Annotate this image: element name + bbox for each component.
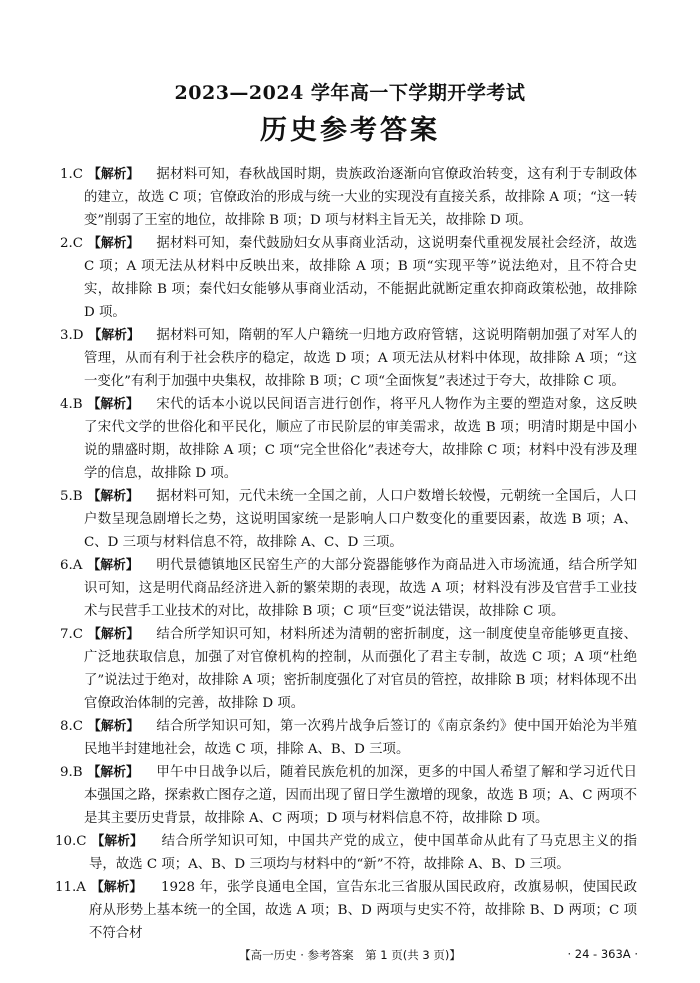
answer-letter: A xyxy=(76,880,86,895)
analysis-tag: 【解析】 xyxy=(91,834,143,849)
analysis-tag: 【解析】 xyxy=(88,167,140,182)
question-index: 5. xyxy=(60,489,73,504)
answer-item xyxy=(62,554,637,623)
question-index: 4. xyxy=(60,397,73,412)
answer-item xyxy=(62,163,637,232)
question-number xyxy=(60,232,139,255)
question-number xyxy=(60,393,139,416)
page-footer xyxy=(0,947,700,965)
question-number xyxy=(60,623,139,646)
analysis-tag: 【解析】 xyxy=(88,719,140,734)
question-index: 3. xyxy=(60,328,73,343)
answer-list xyxy=(55,163,637,945)
question-index: 2. xyxy=(60,236,73,251)
answer-item xyxy=(62,232,637,324)
question-index: 11. xyxy=(55,880,77,895)
answer-item xyxy=(62,485,637,554)
analysis-text: 甲午中日战争以后，随着民族危机的加深，更多的中国人希望了解和学习近代日本强国之路，探索救亡图存之道，因而出现了留日学生激增的现象，故选 B 项；A、C 两项不是其主要历史背景，故排除 A、C 两项；D 项与材料信息不符，故排除 D 项。 xyxy=(84,765,637,826)
question-number xyxy=(55,830,143,853)
footer-paper-code: · 24 - 363A · xyxy=(567,947,638,961)
question-number xyxy=(60,485,139,508)
question-index: 1. xyxy=(60,167,73,182)
analysis-tag: 【解析】 xyxy=(87,765,139,780)
analysis-tag: 【解析】 xyxy=(87,489,139,504)
answer-item xyxy=(62,715,637,761)
answer-letter: A xyxy=(72,558,83,573)
analysis-tag: 【解析】 xyxy=(88,236,140,251)
analysis-text: 明代景德镇地区民窑生产的大部分瓷器能够作为商品进入市场流通，结合所学知识可知，这是明代商品经济进入新的繁荣期的表现，故选 A 项；材料没有涉及官营手工业技术与民营手工业技术的对比，故排除 B 项；C 项“巨变”说法错误，故排除 C 项。 xyxy=(84,558,637,619)
question-number xyxy=(60,715,139,738)
analysis-tag: 【解析】 xyxy=(88,627,140,642)
analysis-tag: 【解析】 xyxy=(87,397,139,412)
answer-letter: C xyxy=(72,167,84,182)
answer-item xyxy=(62,324,637,393)
question-index: 9. xyxy=(60,765,73,780)
question-number xyxy=(60,554,139,577)
answer-item xyxy=(55,830,637,876)
analysis-text: 结合所学知识可知，材料所述为清朝的密折制度，这一制度使皇帝能够更直接、广泛地获取信息，加强了对官僚机构的控制，从而强化了君主专制，故选 C 项；A 项“杜绝了”说法过于绝对，故排除 A 项；密折制度强化了对官员的管控，故排除 B 项；材料体现不出官僚政治体制的完善，故排除 D 项。 xyxy=(84,627,637,711)
answer-item xyxy=(62,393,637,485)
analysis-tag: 【解析】 xyxy=(90,880,143,895)
answer-letter: C xyxy=(72,719,84,734)
answer-letter: C xyxy=(72,236,84,251)
analysis-text: 据材料可知，春秋战国时期，贵族政治逐渐向官僚政治转变，这有利于专制政体的建立，故选 C 项；官僚政治的形成与统一大业的实现没有直接关系，故排除 A 项；“这一转变”削弱了王室的地位，故排除 B 项；D 项与材料主旨无关，故排除 D 项。 xyxy=(84,167,637,228)
analysis-text: 结合所学知识可知，中国共产党的成立，使中国革命从此有了马克思主义的指导，故选 C 项；A、B、D 三项均与材料中的“新”不符，故排除 A、B、D 三项。 xyxy=(89,834,637,872)
analysis-text: 据材料可知，秦代鼓励妇女从事商业活动，这说明秦代重视发展社会经济，故选 C 项；A 项无法从材料中反映出来，故排除 A 项；B 项“实现平等”说法绝对，且不符合史实，故排除 B 项；秦代妇女能够从事商业活动，不能据此就断定重农抑商政策松弛，故排除 D 项。 xyxy=(84,236,637,320)
analysis-text: 据材料可知，元代未统一全国之前，人口户数增长较慢，元朝统一全国后，人口户数呈现急剧增长之势，这说明国家统一是影响人口户数变化的重要因素，故选 B 项；A、C、D 三项与材料信息不符，故排除 A、C、D 三项。 xyxy=(84,489,637,550)
answer-letter: C xyxy=(72,627,84,642)
analysis-tag: 【解析】 xyxy=(87,558,139,573)
question-index: 7. xyxy=(60,627,73,642)
answer-item xyxy=(55,876,637,945)
answer-item xyxy=(62,623,637,715)
footer-page-info: 【高一历史 · 参考答案 第 1 页(共 3 页)】 xyxy=(239,948,461,962)
analysis-text: 结合所学知识可知，第一次鸦片战争后签订的《南京条约》使中国开始沦为半殖民地半封建地社会，故选 C 项，排除 A、B、D 三项。 xyxy=(84,719,637,757)
analysis-text: 宋代的话本小说以民间语言进行创作，将平凡人物作为主要的塑造对象，这反映了宋代文学的世俗化和平民化，顺应了市民阶层的审美需求，故选 B 项；明清时期是中国小说的鼎盛时期，故排除 A 项；C 项“完全世俗化”表述夸大，故排除 C 项；材料中没有涉及理学的信息，故排除 D 项。 xyxy=(84,397,637,481)
answer-letter: C xyxy=(76,834,87,849)
answer-item xyxy=(62,761,637,830)
exam-title: 2023—2024 学年高一下学期开学考试 xyxy=(174,82,526,104)
question-number xyxy=(60,324,140,347)
question-number xyxy=(60,163,139,186)
analysis-tag: 【解析】 xyxy=(88,328,140,343)
question-index: 10. xyxy=(55,834,77,849)
question-index: 8. xyxy=(60,719,73,734)
answer-letter: B xyxy=(72,397,83,412)
analysis-text: 1928 年，张学良通电全国，宣告东北三省服从国民政府，改旗易帜，使国民政府从形势上基本统一的全国，故选 A 项；B、D 两项与史实不符，故排除 B、D 两项；C 项不符合材 xyxy=(89,880,637,941)
answer-letter: B xyxy=(72,765,83,780)
answer-key-title: 历史参考答案 xyxy=(260,115,440,146)
analysis-text: 据材料可知，隋朝的军人户籍统一归地方政府管辖，这说明隋朝加强了对军人的管理，从而有利于社会秩序的稳定，故选 D 项；A 项无法从材料中体现，故排除 A 项；“这一变化”有利于加强中央集权，故排除 B 项；C 项“全面恢复”表述过于夸大，故排除 C 项。 xyxy=(84,328,637,389)
question-number xyxy=(55,876,142,899)
question-index: 6. xyxy=(60,558,73,573)
answer-letter: B xyxy=(72,489,83,504)
question-number xyxy=(60,761,139,784)
answer-letter: D xyxy=(72,328,84,343)
